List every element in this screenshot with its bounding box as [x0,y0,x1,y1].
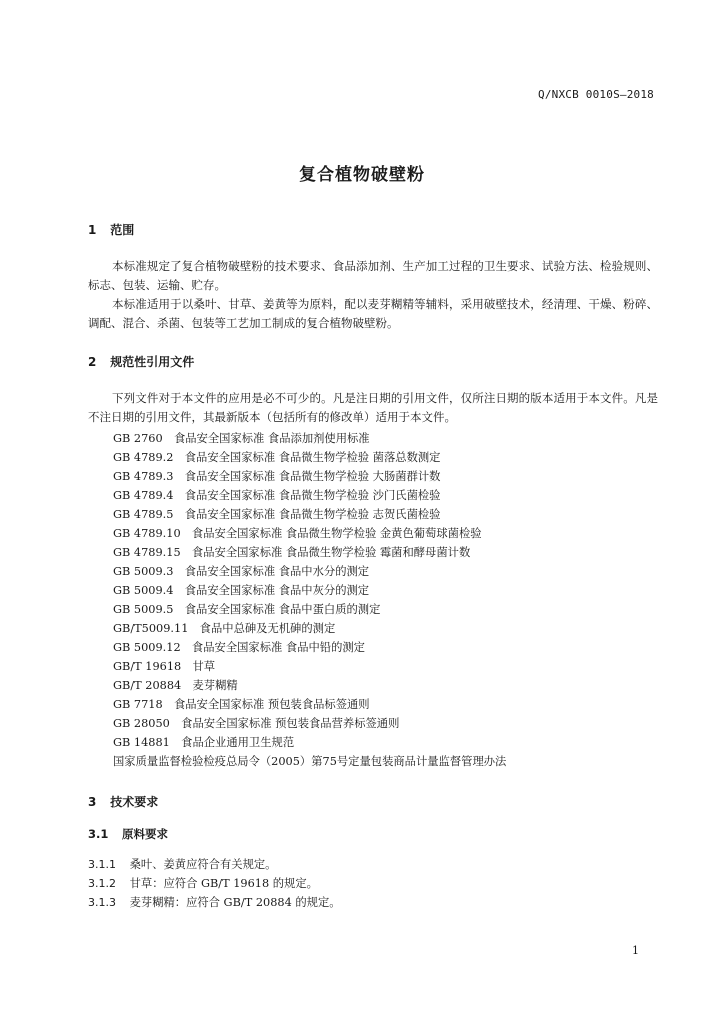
reference-item: GB/T 19618 甘草 [113,660,216,673]
section-title: 技术要求 [110,795,159,809]
reference-item: GB 4789.4 食品安全国家标准 食品微生物学检验 沙门氏菌检验 [113,489,441,502]
clause-text: 甘草：应符合 GB/T 19618 的规定。 [129,877,318,890]
scope-paragraph-1: 本标准规定了复合植物破壁粉的技术要求、食品添加剂、生产加工过程的卫生要求、试验方法、检验规则、标志、包装、运输、贮存。 [88,259,658,292]
subsection-3-1-heading [88,826,168,842]
clause-3-1-3 [88,894,341,910]
clause-number: 3.1.3 [88,896,116,909]
section-title: 范围 [110,223,135,237]
section-number: 2 [88,355,97,369]
reference-item: GB 5009.4 食品安全国家标准 食品中灰分的测定 [113,584,370,597]
section-3-heading [88,793,158,810]
clause-text: 桑叶、姜黄应符合有关规定。 [129,858,277,871]
clause-text: 麦芽糊精：应符合 GB/T 20884 的规定。 [129,896,341,909]
subsection-number: 3.1 [88,827,109,841]
reference-item: GB 4789.5 食品安全国家标准 食品微生物学检验 志贺氏菌检验 [113,508,441,521]
references-intro: 下列文件对于本文件的应用是必不可少的。凡是注日期的引用文件，仅所注日期的版本适用于本文件。凡是不注日期的引用文件，其最新版本（包括所有的修改单）适用于本文件。 [88,391,658,424]
reference-item: GB 4789.3 食品安全国家标准 食品微生物学检验 大肠菌群计数 [113,470,441,483]
document-title: 复合植物破壁粉 [299,165,425,185]
reference-item: GB 5009.12 食品安全国家标准 食品中铅的测定 [113,641,365,654]
reference-item: GB 2760 食品安全国家标准 食品添加剂使用标准 [113,432,370,445]
reference-item: GB 5009.5 食品安全国家标准 食品中蛋白质的测定 [113,603,381,616]
reference-item: GB 4789.10 食品安全国家标准 食品微生物学检验 金黄色葡萄球菌检验 [113,527,482,540]
section-1-heading [88,221,134,238]
section-number: 1 [88,223,97,237]
reference-item: GB 4789.2 食品安全国家标准 食品微生物学检验 菌落总数测定 [113,451,441,464]
reference-list [113,429,506,771]
clause-3-1-2 [88,875,318,891]
section-2-heading [88,353,194,370]
reference-item: GB 5009.3 食品安全国家标准 食品中水分的测定 [113,565,370,578]
reference-item: 国家质量监督检验检疫总局令（2005）第75号定量包装商品计量监督管理办法 [113,755,507,768]
scope-paragraph-2: 本标准适用于以桑叶、甘草、姜黄等为原料，配以麦芽糊精等辅料，采用破壁技术，经清理、干燥、粉碎、调配、混合、杀菌、包装等工艺加工制成的复合植物破壁粉。 [88,297,658,330]
reference-item: GB/T5009.11 食品中总砷及无机砷的测定 [113,622,336,635]
clause-number: 3.1.1 [88,858,116,871]
subsection-title: 原料要求 [122,827,169,841]
section-number: 3 [88,795,97,809]
clause-3-1-1 [88,856,276,872]
reference-item: GB/T 20884 麦芽糊精 [113,679,238,692]
reference-item: GB 7718 食品安全国家标准 预包装食品标签通则 [113,698,370,711]
reference-item: GB 4789.15 食品安全国家标准 食品微生物学检验 霉菌和酵母菌计数 [113,546,471,559]
reference-item: GB 28050 食品安全国家标准 预包装食品营养标签通则 [113,717,400,730]
clause-number: 3.1.2 [88,877,116,890]
section-title: 规范性引用文件 [110,355,195,369]
page-number: 1 [632,944,639,957]
reference-item: GB 14881 食品企业通用卫生规范 [113,736,295,749]
standard-code: Q/NXCB 0010S—2018 [538,88,654,101]
